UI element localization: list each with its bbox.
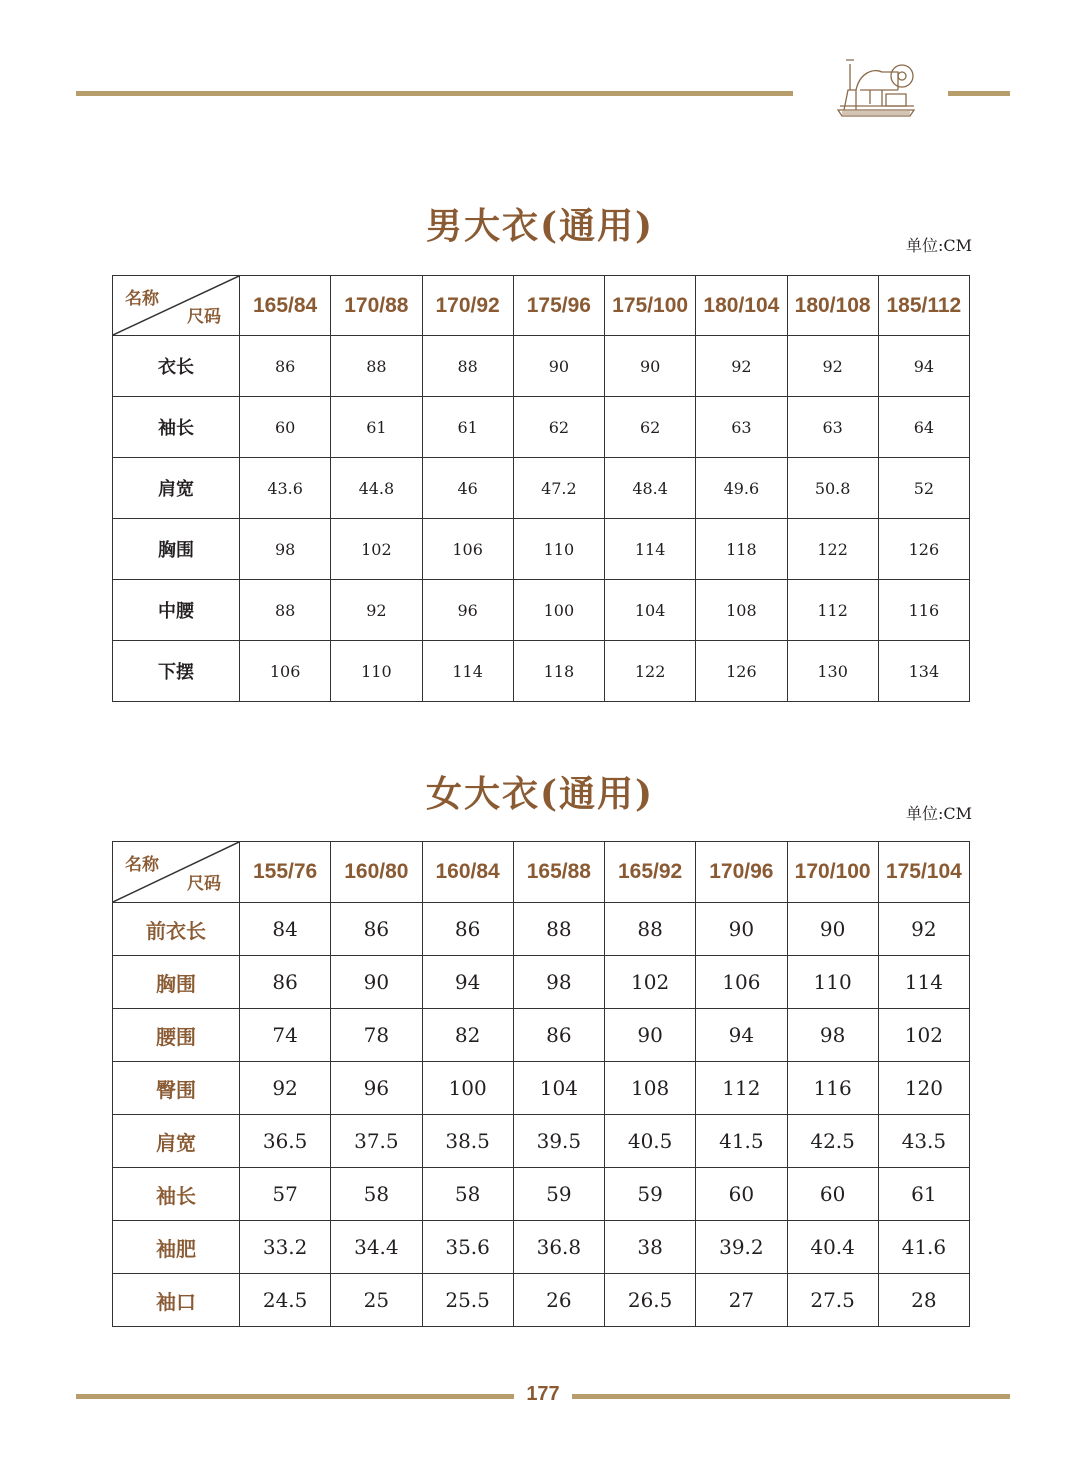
row-label: 肩宽 (113, 458, 240, 519)
table-cell: 92 (240, 1062, 331, 1115)
men-size-header: 175/96 (513, 276, 604, 336)
table-cell: 116 (787, 1062, 878, 1115)
table-row (113, 458, 970, 519)
row-label: 衣长 (113, 336, 240, 397)
women-size-header: 160/84 (422, 842, 513, 903)
table-row (113, 336, 970, 397)
table-row (113, 1115, 970, 1168)
table-cell: 108 (605, 1062, 696, 1115)
table-cell: 46 (422, 458, 513, 519)
table-cell: 88 (331, 336, 422, 397)
men-corner-top: 名称 (125, 289, 159, 309)
table-cell: 24.5 (240, 1274, 331, 1327)
table-cell: 86 (240, 336, 331, 397)
sewing-machine-icon (830, 50, 922, 120)
table-cell: 114 (422, 641, 513, 702)
row-label: 臀围 (113, 1062, 240, 1115)
table-cell: 41.6 (878, 1221, 969, 1274)
table-cell: 96 (331, 1062, 422, 1115)
women-size-header: 170/96 (696, 842, 787, 903)
row-label: 袖口 (113, 1274, 240, 1327)
men-size-header: 175/100 (605, 276, 696, 336)
table-cell: 92 (696, 336, 787, 397)
table-cell: 34.4 (331, 1221, 422, 1274)
table-cell: 28 (878, 1274, 969, 1327)
men-size-header: 185/112 (878, 276, 969, 336)
table-cell: 35.6 (422, 1221, 513, 1274)
table-cell: 52 (878, 458, 969, 519)
table-cell: 27 (696, 1274, 787, 1327)
table-cell: 88 (422, 336, 513, 397)
table-cell: 88 (513, 903, 604, 956)
row-label: 下摆 (113, 641, 240, 702)
women-size-header: 155/76 (240, 842, 331, 903)
table-cell: 114 (605, 519, 696, 580)
row-label: 胸围 (113, 956, 240, 1009)
men-size-header: 180/104 (696, 276, 787, 336)
table-cell: 86 (513, 1009, 604, 1062)
row-label: 肩宽 (113, 1115, 240, 1168)
table-cell: 26 (513, 1274, 604, 1327)
women-unit-label: 单位:CM (905, 804, 972, 823)
table-cell: 118 (696, 519, 787, 580)
table-cell: 40.5 (605, 1115, 696, 1168)
table-cell: 27.5 (787, 1274, 878, 1327)
table-cell: 116 (878, 580, 969, 641)
table-cell: 59 (513, 1168, 604, 1221)
table-cell: 106 (696, 956, 787, 1009)
women-size-header: 160/80 (331, 842, 422, 903)
men-size-header: 180/108 (787, 276, 878, 336)
table-row (113, 1274, 970, 1327)
row-label: 中腰 (113, 580, 240, 641)
table-cell: 61 (878, 1168, 969, 1221)
top-rule-left (76, 91, 793, 96)
women-corner-bottom: 尺码 (187, 874, 221, 894)
table-cell: 86 (331, 903, 422, 956)
table-cell: 92 (331, 580, 422, 641)
table-row (113, 519, 970, 580)
table-cell: 106 (240, 641, 331, 702)
table-cell: 58 (331, 1168, 422, 1221)
table-cell: 74 (240, 1009, 331, 1062)
table-cell: 120 (878, 1062, 969, 1115)
men-size-header: 170/92 (422, 276, 513, 336)
men-corner-bottom: 尺码 (187, 307, 221, 327)
bottom-rule-right (572, 1394, 1010, 1399)
table-cell: 62 (513, 397, 604, 458)
men-size-header: 170/88 (331, 276, 422, 336)
table-cell: 39.5 (513, 1115, 604, 1168)
table-cell: 40.4 (787, 1221, 878, 1274)
table-cell: 110 (331, 641, 422, 702)
table-cell: 98 (240, 519, 331, 580)
table-cell: 94 (696, 1009, 787, 1062)
row-label: 胸围 (113, 519, 240, 580)
women-corner-top: 名称 (125, 855, 159, 875)
women-size-header: 170/100 (787, 842, 878, 903)
table-cell: 90 (605, 336, 696, 397)
table-cell: 110 (787, 956, 878, 1009)
table-cell: 38 (605, 1221, 696, 1274)
row-label: 腰围 (113, 1009, 240, 1062)
table-cell: 92 (878, 903, 969, 956)
women-size-header: 165/92 (605, 842, 696, 903)
table-cell: 60 (240, 397, 331, 458)
table-cell: 104 (605, 580, 696, 641)
table-cell: 112 (787, 580, 878, 641)
table-cell: 86 (422, 903, 513, 956)
table-cell: 90 (787, 903, 878, 956)
table-cell: 122 (605, 641, 696, 702)
table-cell: 94 (422, 956, 513, 1009)
table-cell: 36.8 (513, 1221, 604, 1274)
table-cell: 43.6 (240, 458, 331, 519)
table-cell: 33.2 (240, 1221, 331, 1274)
table-cell: 130 (787, 641, 878, 702)
table-row (113, 1168, 970, 1221)
table-cell: 64 (878, 397, 969, 458)
table-cell: 114 (878, 956, 969, 1009)
women-size-header: 165/88 (513, 842, 604, 903)
table-cell: 50.8 (787, 458, 878, 519)
table-cell: 96 (422, 580, 513, 641)
table-cell: 38.5 (422, 1115, 513, 1168)
table-row (113, 1221, 970, 1274)
table-cell: 126 (878, 519, 969, 580)
men-unit-label: 单位:CM (905, 236, 972, 255)
table-row (113, 397, 970, 458)
table-cell: 100 (513, 580, 604, 641)
table-row (113, 1062, 970, 1115)
table-cell: 106 (422, 519, 513, 580)
table-cell: 88 (240, 580, 331, 641)
table-row (113, 641, 970, 702)
table-cell: 59 (605, 1168, 696, 1221)
row-label: 袖肥 (113, 1221, 240, 1274)
table-cell: 48.4 (605, 458, 696, 519)
men-size-table (112, 275, 970, 702)
table-cell: 41.5 (696, 1115, 787, 1168)
table-cell: 61 (422, 397, 513, 458)
table-cell: 90 (331, 956, 422, 1009)
table-cell: 63 (696, 397, 787, 458)
table-cell: 94 (878, 336, 969, 397)
bottom-rule-left (76, 1394, 514, 1399)
table-cell: 112 (696, 1062, 787, 1115)
table-cell: 42.5 (787, 1115, 878, 1168)
table-cell: 39.2 (696, 1221, 787, 1274)
table-cell: 44.8 (331, 458, 422, 519)
table-cell: 104 (513, 1062, 604, 1115)
row-label: 袖长 (113, 397, 240, 458)
page-number: 177 (526, 1383, 560, 1405)
table-cell: 100 (422, 1062, 513, 1115)
row-label: 袖长 (113, 1168, 240, 1221)
table-cell: 84 (240, 903, 331, 956)
table-cell: 62 (605, 397, 696, 458)
table-cell: 102 (878, 1009, 969, 1062)
table-cell: 102 (605, 956, 696, 1009)
table-cell: 43.5 (878, 1115, 969, 1168)
table-cell: 90 (513, 336, 604, 397)
table-row (113, 580, 970, 641)
table-cell: 86 (240, 956, 331, 1009)
table-row (113, 1009, 970, 1062)
table-cell: 63 (787, 397, 878, 458)
women-corner-cell (113, 842, 240, 903)
table-cell: 60 (696, 1168, 787, 1221)
table-cell: 98 (787, 1009, 878, 1062)
table-cell: 122 (787, 519, 878, 580)
table-cell: 57 (240, 1168, 331, 1221)
table-cell: 26.5 (605, 1274, 696, 1327)
table-cell: 108 (696, 580, 787, 641)
men-table-title: 男大衣(通用) (425, 205, 655, 247)
table-cell: 49.6 (696, 458, 787, 519)
men-corner-cell (113, 276, 240, 336)
women-size-table (112, 841, 970, 1327)
table-cell: 102 (331, 519, 422, 580)
women-table-title: 女大衣(通用) (425, 773, 655, 815)
table-cell: 88 (605, 903, 696, 956)
men-header-row (113, 276, 970, 336)
table-cell: 78 (331, 1009, 422, 1062)
table-cell: 47.2 (513, 458, 604, 519)
table-cell: 90 (696, 903, 787, 956)
table-cell: 90 (605, 1009, 696, 1062)
table-cell: 82 (422, 1009, 513, 1062)
table-row (113, 956, 970, 1009)
table-cell: 25.5 (422, 1274, 513, 1327)
table-cell: 36.5 (240, 1115, 331, 1168)
table-row (113, 903, 970, 956)
table-cell: 58 (422, 1168, 513, 1221)
row-label: 前衣长 (113, 903, 240, 956)
women-size-header: 175/104 (878, 842, 969, 903)
table-cell: 61 (331, 397, 422, 458)
table-cell: 25 (331, 1274, 422, 1327)
men-size-header: 165/84 (240, 276, 331, 336)
table-cell: 118 (513, 641, 604, 702)
table-cell: 126 (696, 641, 787, 702)
women-header-row (113, 842, 970, 903)
table-cell: 134 (878, 641, 969, 702)
top-rule-right (948, 91, 1010, 96)
table-cell: 92 (787, 336, 878, 397)
table-cell: 110 (513, 519, 604, 580)
table-cell: 60 (787, 1168, 878, 1221)
table-cell: 98 (513, 956, 604, 1009)
table-cell: 37.5 (331, 1115, 422, 1168)
